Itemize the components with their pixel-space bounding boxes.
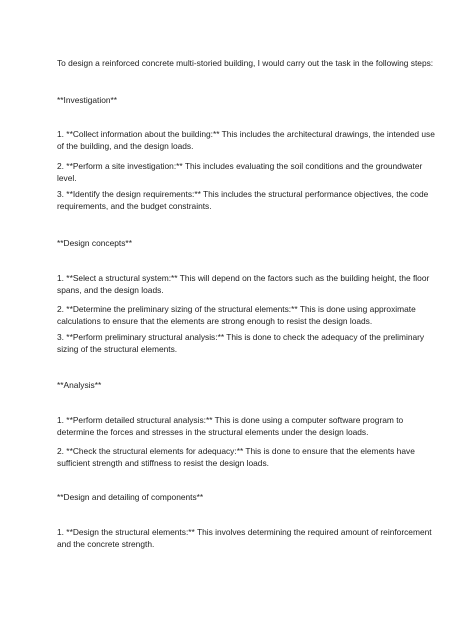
section-heading-design-concepts: **Design concepts**: [57, 238, 132, 248]
section-heading-design-and-detailing: **Design and detailing of components**: [57, 492, 204, 502]
list-item: 1. **Perform detailed structural analysis:** This is done using a computer software program to determine the forces and stresses in the structural elements under the design loads.: [57, 415, 404, 437]
list-item: 3. **Identify the design requirements:** This includes the structural performance objectives, the code requirements, and the budget constraints.: [57, 189, 429, 211]
intro-paragraph: To design a reinforced concrete multi-storied building, I would carry out the task in the following steps:: [57, 58, 434, 68]
list-item: 1. **Collect information about the building:** This includes the architectural drawings, the intended use of the building, and the design loads.: [57, 129, 435, 151]
list-item: 1. **Select a structural system:** This will depend on the factors such as the building height, the floor spans, and the design loads.: [57, 273, 430, 295]
section-heading-analysis: **Analysis**: [57, 380, 102, 390]
list-item: 1. **Design the structural elements:** This involves determining the required amount of reinforcement and the concrete strength.: [57, 527, 432, 549]
list-item: 2. **Determine the preliminary sizing of the structural elements:** This is done using approximate calculations to ensure that the elements are strong enough to resist the design loads.: [57, 304, 416, 326]
section-heading-investigation: **Investigation**: [57, 95, 118, 105]
list-item: 2. **Perform a site investigation:** This includes evaluating the soil conditions and the groundwater level.: [57, 161, 423, 183]
list-item: 3. **Perform preliminary structural analysis:** This is done to check the adequacy of the preliminary sizing of the structural elements.: [57, 332, 425, 354]
list-item: 2. **Check the structural elements for adequacy:** This is done to ensure that the elements have sufficient strength and stiffness to resist the design loads.: [57, 446, 415, 468]
